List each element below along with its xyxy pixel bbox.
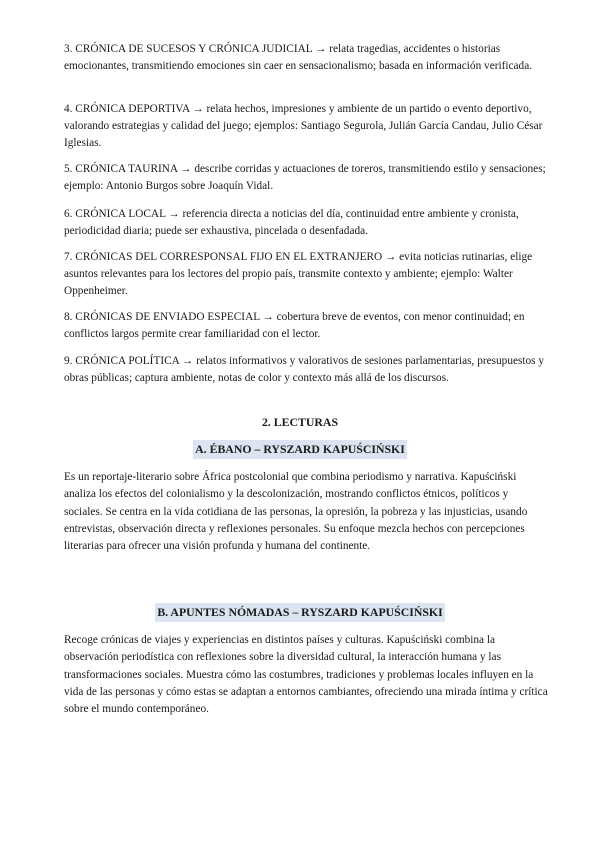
reading-b-heading-wrap <box>0 603 600 622</box>
reading-b-heading: B. APUNTES NÓMADAS – RYSZARD KAPUŚCIŃSKI <box>155 603 444 622</box>
list-item-cronica-sucesos: 3. CRÓNICA DE SUCESOS Y CRÓNICA JUDICIAL → relata tragedias, accidentes o historias emocionantes, transmitiendo emociones sin caer en sensacionalismo; basada en información verificada. <box>64 43 533 72</box>
list-item-cronica-deportiva: 4. CRÓNICA DEPORTIVA → relata hechos, impresiones y ambiente de un partido o evento deportivo, valorando estrategias y calidad del juego; ejemplos: Santiago Segurola, Julián García Candau, Julio César Iglesias. <box>64 103 543 149</box>
reading-a-text: Es un reportaje-literario sobre África postcolonial que combina periodismo y narrativa. Kapuściński analiza los efectos del colonialismo y la descolonización, mostrando conflictos étnicos, políticos y sociales. Se centra en la vida cotidiana de las personas, la opresión, la pobreza y las injusticias, usando entrevistas, observación directa y reflexiones personales. Su enfoque mezcla hechos con percepciones literarias para ofrecer una visión profunda y humana del continente. <box>64 471 528 553</box>
reading-b-text: Recoge crónicas de viajes y experiencias en distintos países y culturas. Kapuściński combina la observación periodística con reflexiones sobre la diversidad cultural, la interacción humana y las transformaciones sociales. Muestra cómo las costumbres, tradiciones y problemas locales influyen en la vida de las personas y cómo estas se adaptan a entornos cambiantes, ofreciendo una mirada íntima y crítica sobre el mundo contemporáneo. <box>64 634 548 716</box>
list-item-cronica-politica: 9. CRÓNICA POLÍTICA → relatos informativos y valorativos de sesiones parlamentarias, presupuestos y obras públicas; captura ambiente, notas de color y contexto más allá de los discursos. <box>64 355 545 384</box>
list-item-cronica-local: 6. CRÓNICA LOCAL → referencia directa a noticias del día, continuidad entre ambiente y cronista, periodicidad diaria; puede ser exhaustiva, pincelada o desenfadada. <box>64 208 519 237</box>
section-title: 2. LECTURAS <box>261 415 339 429</box>
reading-a-heading-wrap <box>0 440 600 459</box>
list-item-cronica-taurina: 5. CRÓNICA TAURINA → describe corridas y actuaciones de toreros, transmitiendo estilo y sensaciones; ejemplo: Antonio Burgos sobre Joaquín Vidal. <box>64 163 546 192</box>
list-item-corresponsal-fijo: 7. CRÓNICAS DEL CORRESPONSAL FIJO EN EL EXTRANJERO → evita noticias rutinarias, elige asuntos relevantes para los lectores del propio país, transmite contexto y ambiente; ejemplo: Walter Oppenheimer. <box>64 251 533 297</box>
list-item-enviado-especial: 8. CRÓNICAS DE ENVIADO ESPECIAL → cobertura breve de eventos, con menor continuidad; en conflictos largos permite crear familiaridad con el lector. <box>64 311 525 340</box>
reading-a-heading: A. ÉBANO – RYSZARD KAPUŚCIŃSKI <box>193 440 407 459</box>
